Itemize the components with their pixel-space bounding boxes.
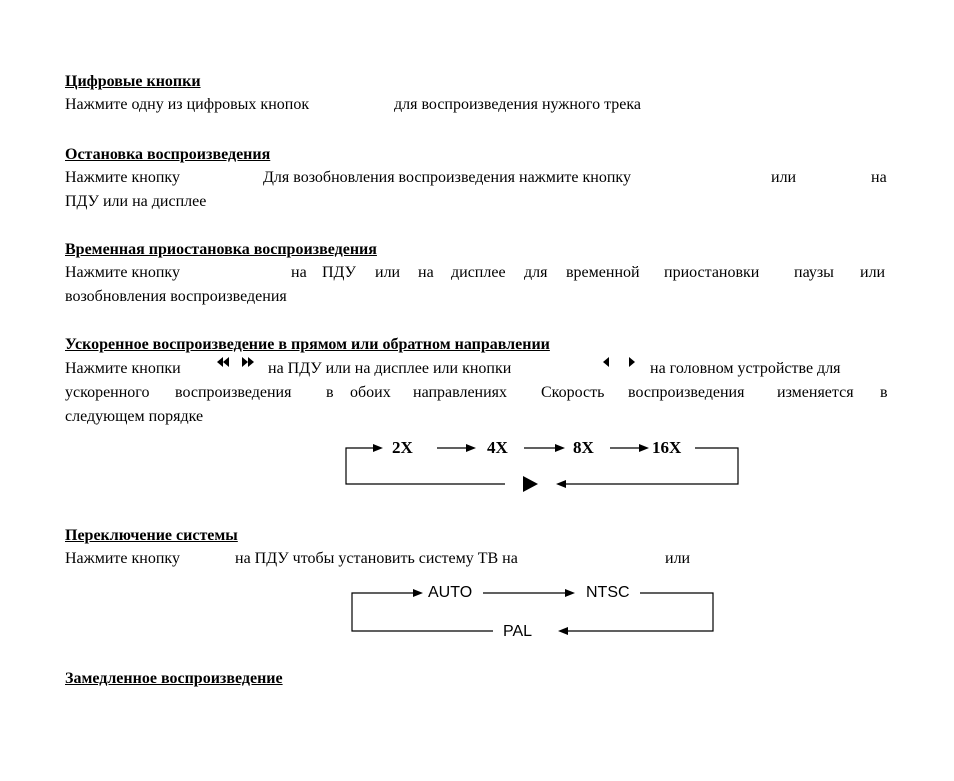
speed-4x: 4X [487, 438, 508, 457]
stop-text-a: Нажмите кнопку [65, 169, 180, 186]
pause-heading: Временная приостановка воспроизведения [65, 241, 377, 258]
pause-word: или [860, 264, 886, 281]
fast-word: обоих [350, 384, 391, 401]
fast-word: направлениях [413, 384, 508, 401]
mode-pal: PAL [503, 623, 533, 640]
pause-word: для [524, 264, 548, 281]
fast-word: Скорость [541, 384, 605, 401]
stop-text-b: Для возобновления воспроизведения нажмите кнопку [263, 169, 631, 186]
stop-text-c: или [771, 169, 797, 186]
fast-forward-icon [242, 357, 254, 367]
fast-word: воспроизведения [175, 384, 292, 401]
fast-text-c: на головном устройстве для [650, 360, 841, 377]
speed-2x: 2X [392, 438, 413, 457]
fast-text-a: Нажмите кнопки [65, 360, 181, 377]
pause-word: временной [566, 264, 640, 281]
digit-heading: Цифровые кнопки [65, 73, 201, 90]
digit-text-a: Нажмите одну из цифровых кнопок [65, 96, 310, 113]
system-text-b: на ПДУ чтобы установить систему ТВ на [235, 550, 518, 567]
pause-text-line2: возобновления воспроизведения [65, 288, 287, 305]
slow-heading: Замедленное воспроизведение [65, 670, 283, 687]
pause-word: на [291, 264, 307, 281]
pause-text-a: Нажмите кнопку [65, 264, 180, 281]
system-text-c: или [665, 550, 691, 567]
system-heading: Переключение системы [65, 527, 238, 544]
pause-word: ПДУ [322, 264, 356, 281]
fast-word: ускоренного [65, 384, 150, 401]
pause-word: приостановки [664, 264, 760, 281]
mode-ntsc: NTSC [586, 584, 630, 601]
speed-16x: 16X [652, 438, 682, 457]
speed-8x: 8X [573, 438, 594, 457]
fast-heading: Ускоренное воспроизведение в прямом или обратном направлении [65, 336, 550, 353]
fast-text-line3: следующем порядке [65, 408, 204, 425]
system-text-a: Нажмите кнопку [65, 550, 180, 567]
rewind-icon [217, 357, 229, 367]
digit-text-b: для воспроизведения нужного трека [394, 96, 642, 113]
stop-text-line2: ПДУ или на дисплее [65, 193, 207, 210]
fast-word: в [880, 384, 888, 401]
pause-word: паузы [794, 264, 834, 281]
play-icon [523, 476, 538, 492]
next-icon [629, 357, 635, 367]
mode-auto: AUTO [428, 584, 473, 601]
pause-word: дисплее [451, 264, 506, 281]
fast-text-b: на ПДУ или на дисплее или кнопки [268, 360, 512, 377]
fast-word: в [326, 384, 334, 401]
fast-word: воспроизведения [628, 384, 745, 401]
stop-heading: Остановка воспроизведения [65, 146, 271, 163]
pause-word: или [375, 264, 401, 281]
prev-icon [603, 357, 609, 367]
stop-text-d: на [871, 169, 887, 186]
pause-word: на [418, 264, 434, 281]
fast-word: изменяется [777, 384, 854, 401]
